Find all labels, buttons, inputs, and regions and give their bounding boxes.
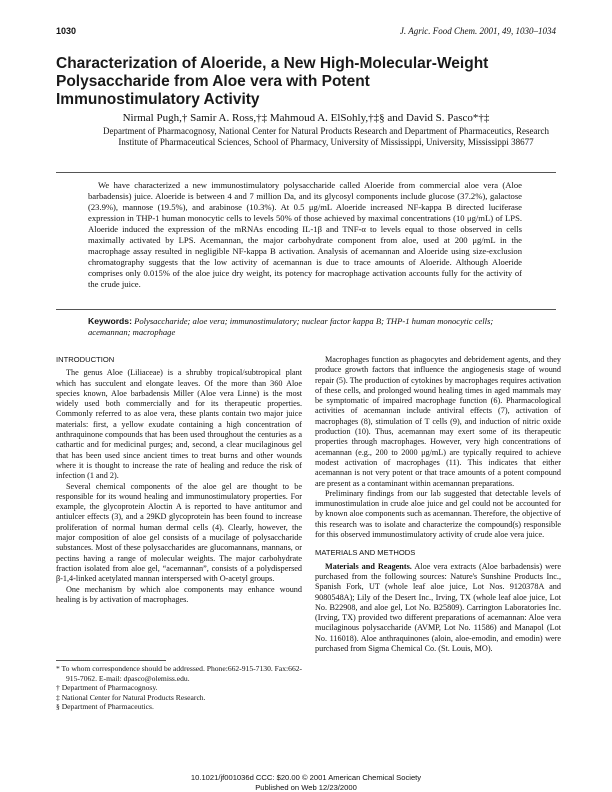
abstract: We have characterized a new immunostimulatory polysaccharide called Aloeride from commercial aloe vera (Aloe barbadensis) juice. Aloeride is between 4 and 7 million Da, and its glycosyl components include glucose (37.2%), galactose (23.9%), mannose (19.5%), and arabinose (10.3%). At 0.5 μg/mL Aloeride increased NF-kappa B directed luciferase expression in THP-1 human monocytic cells to levels 50% of those achieved by maximal concentrations (10 μg/mL) of LPS. Aloeride induced the expression of the mRNAs encoding IL-1β and TNF-α to levels equal to those observed in cells maximally activated by LPS. Acemannan, the major carbohydrate component from aloe, used at 200 μg/mL in the macrophage assay resulted in negligible NF-kappa B activation. Analysis of acemannan and Aloeride using size-exclusion chromatography suggests that the low activity of acemannan is due to trace amounts of Aloeride. Although Aloeride comprises only 0.015% of the aloe juice dry weight, its potency for macrophage activation accounts fully for the activity of the crude juice. [88, 180, 522, 289]
body-paragraph: Macrophages function as phagocytes and debridement agents, and they produce growth factors that influence the angiogenesis stage of wound repair (5). The production of cytokines by macrophages requires activation of these cells, and prolonged wound healing times in aged mammals may be symptomatic of impaired macrophage function (6). Pharmacological activities of acemannan include antiviral effects (7), activation of macrophages (8), stimulation of T cells (9), and induction of nitric oxide production (10). Thus, acemannan may exert some of its therapeutic properties through macrophages. However, very high concentrations of acemannan (e.g., 200 to 2000 μg/mL) are typically required to achieve modest activation of macrophages (11). This indicates that either acemannan is not very potent or that trace amounts of a potent compound are present as a contaminant within acemannan preparations. [315, 355, 561, 488]
page-number: 1030 [56, 26, 77, 36]
author-list: Nirmal Pugh,† Samir A. Ross,†‡ Mahmoud A. ElSohly,†‡§ and David S. Pasco*†‡ [122, 112, 490, 124]
methods-heading: MATERIALS AND METHODS [315, 548, 416, 558]
article-title: Characterization of Aloeride, a New High-Molecular-Weight Polysaccharide from Aloe vera with Potent Immunostimulatory Activity [56, 55, 489, 108]
intro-paragraph: Several chemical components of the aloe gel are thought to be responsible for its wound healing and immunostimulatory properties. For example, the glycoprotein Aloctin A is reported to have antitumor and antiulcer effects (3), and a 29KD glycoprotein has been found to increase proliferation of normal human dermal cells (4). Clearly, however, the major composition of aloe gel consists of a mucilage of polysaccharide substances. Most of these polysaccharides are glucomannans, mannans, or pectins having a range of molecular weights. The major carbohydrate fraction isolated from aloe gel, “acemannan”, consists of a polydispersed β-1,4-linked acetylated mannan interspersed with O-acetyl groups. [56, 481, 302, 584]
intro-paragraph: One mechanism by which aloe components may enhance wound healing is by activation of macrophages. [56, 584, 302, 604]
page-footer [56, 773, 556, 792]
doi-line: 10.1021/jf001036d CCC: $20.00 © 2001 American Chemical Society [190, 773, 422, 782]
keywords-label: Keywords: [88, 316, 132, 326]
keywords [88, 316, 522, 338]
methods-text: Aloe vera extracts (Aloe barbadensis) were purchased from the following sources: Nature's Sunshine Products Inc., Spanish Fork, UT (whole leaf aloe juice, Lot Nos. 9120378A and 9080548A); Lily of the Desert Inc., Irving, TX (whole leaf aloe juice, Lot No. B22908, and aloe gel, Lot No. B25809). Carrington Laboratories Inc. (Irving, TX) provided two different preparations of acemannan: Aloe vera mucilaginous polysaccharide (AVMP, Lot No. 11586) and Manapol (Lot No. 116018). Aloe anthraquinones (aloin, aloe-emodin, and emodin) were purchased from Sigma Chemical Co. (St. Louis, MO). [315, 561, 561, 654]
keywords-list: Polysaccharide; aloe vera; immunostimulatory; nuclear factor kappa B; THP-1 human monocytic cells; acemannan; macrophage [88, 316, 494, 337]
journal-citation: J. Agric. Food Chem. 2001, 49, 1030–1034 [399, 26, 556, 36]
footnote-affiliation: ‡ National Center for Natural Products Research. [56, 692, 206, 702]
running-header [56, 26, 556, 40]
footnote-affiliation: § Department of Pharmaceutics. [56, 702, 154, 711]
keywords-rule [56, 309, 556, 310]
intro-heading: INTRODUCTION [56, 355, 115, 364]
footnote-rule [56, 660, 166, 661]
intro-paragraph: The genus Aloe (Liliaceae) is a shrubby tropical/subtropical plant which has succulent and elongate leaves. Of the more than 360 Aloe species known, Aloe barbadensis Miller (Aloe vera Linne) is the most widely used both commercially and for its therapeutic properties. Commonly referred to as aloe vera, these plants contain two major juice materials: first, a yellow exudate containing a high concentration of anthraquinone compounds that has been used throughout the centuries as a cathartic and for medicinal purges; and, second, a clear mucilaginous gel that has been used since ancient times to treat burns and other wounds where it is thought to increase the rate of healing and reduce the risk of infection (1 and 2). [56, 368, 302, 481]
published-line: Published on Web 12/23/2000 [255, 782, 357, 792]
footnote-correspondence: * To whom correspondence should be addressed. Phone:662-915-7130. Fax:662-915-7062. E-mail: dpasco@olemiss.edu. [56, 664, 303, 683]
footnote-affiliation: † Department of Pharmacognosy. [56, 683, 158, 692]
footnotes [56, 664, 306, 712]
abstract-top-rule [56, 172, 556, 173]
right-column [315, 355, 561, 654]
methods-lead: Materials and Reagents. [325, 561, 412, 571]
methods-paragraph [315, 562, 561, 655]
body-paragraph: Preliminary findings from our lab suggested that detectable levels of immunostimulation in crude aloe juice and gel could not be accounted for by known aloe components such as acemannan. Therefore, the objective of this research was to isolate and characterize the compound(s) responsible for this observed immunostimulatory activity of crude aloe vera juice. [315, 488, 561, 540]
affiliation: Department of Pharmacognosy, National Center for Natural Products Research and Department of Pharmaceutics, Research Institute of Pharmaceutical Sciences, School of Pharmacy, University of Mississippi, University, Mississippi 38677 [102, 126, 549, 147]
left-column [56, 355, 302, 605]
